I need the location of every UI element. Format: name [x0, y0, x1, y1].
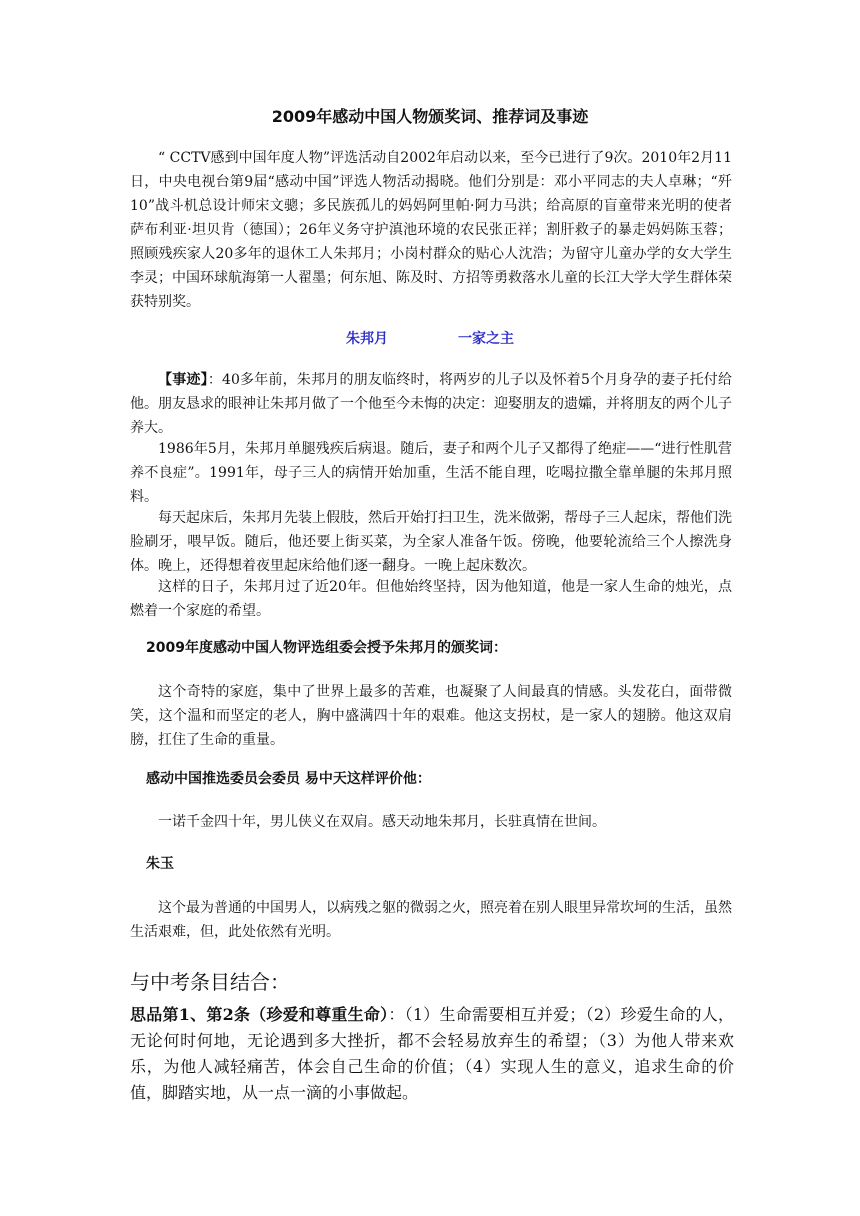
- deeds-text-1: ：40多年前，朱邦月的朋友临终时，将两岁的儿子以及怀着5个月身孕的妻子托付给他。朋友恳求的眼神让朱邦月做了一个他至今未悔的决定：迎娶朋友的遗孀，并将朋友的两个儿子养大。: [130, 372, 732, 436]
- person-title: 一家之主: [458, 331, 514, 347]
- exam-heading: 与中考条目结合：: [130, 970, 290, 994]
- deeds-paragraph-4: 这样的日子，朱邦月过了近20年。但他始终坚持，因为他知道，他是一家人生命的烛光，点燃着一个家庭的希望。: [130, 579, 732, 619]
- exam-paragraph: [130, 1002, 734, 1106]
- deeds-paragraph-3: 每天起床后，朱邦月先装上假肢，然后开始打扫卫生，洗米做粥，帮母子三人起床，帮他们洗脸刷牙，喂早饭。随后，他还要上街买菜，为全家人准备午饭。傍晚，他要轮流给三个人擦洗身体。晚上，还得想着夜里起床给他们逐一翻身。一晚上起床数次。: [130, 510, 732, 574]
- deeds-paragraph-1: [130, 368, 732, 440]
- second-text: 这个最为普通的中国男人，以病残之躯的微弱之火，照亮着在别人眼里异常坎坷的生活，虽然生活艰难，但，此处依然有光明。: [130, 900, 732, 940]
- exam-label: 思品第1、第2条（珍爱和尊重生命）: [130, 1005, 389, 1024]
- award-heading: 2009年度感动中国人物评选组委会授予朱邦月的颁奖词：: [146, 640, 507, 656]
- recommender-text: 一诺千金四十年，男儿侠义在双肩。感天动地朱邦月，长驻真情在世间。: [158, 814, 606, 830]
- award-text: 这个奇特的家庭，集中了世界上最多的苦难，也凝聚了人间最真的情感。头发花白，面带微笑，这个温和而坚定的老人，胸中盛满四十年的艰难。他这支拐杖，是一家人的翅膀。他这双肩膀，扛住了生命的重量。: [130, 684, 732, 748]
- exam-text: ：（1）生命需要相互并爱；（2）珍爱生命的人，无论何时何地，无论遇到多大挫折，都不会轻易放弃生的希望；（3）为他人带来欢乐，为他人减轻痛苦，体会自己生命的价值；（4）实现人生的意义，追求生命的价值，脚踏实地，从一点一滴的小事做起。: [130, 1005, 734, 1102]
- intro-paragraph: “ CCTV感到中国年度人物”评选活动自2002年启动以来，至今已进行了9次。2010年2月11日，中央电视台第9届“感动中国”评选人物活动揭晓。他们分别是：邓小平同志的夫人卓琳；“歼10”战斗机总设计师宋文骢；多民族孤儿的妈妈阿里帕·阿力马洪；给高原的盲童带来光明的使者萨布利亚·坦贝肯（德国）；26年义务守护滇池环境的农民张正祥；割肝救子的暴走妈妈陈玉蓉；照顾残疾家人20多年的退休工人朱邦月；小岗村群众的贴心人沈浩；为留守儿童办学的女大学生李灵；中国环球航海第一人翟墨；何东旭、陈及时、方招等勇救落水儿童的长江大学大学生群体荣获特别奖。: [130, 150, 732, 310]
- deeds-paragraph-2: 1986年5月，朱邦月单腿残疾后病退。随后，妻子和两个儿子又都得了绝症——“进行性肌营养不良症”。1991年，母子三人的病情开始加重，生活不能自理，吃喝拉撒全靠单腿的朱邦月照料。: [130, 441, 732, 505]
- deeds-label: 【事迹】: [158, 372, 208, 388]
- second-name: 朱玉: [146, 856, 174, 872]
- person-name: 朱邦月: [346, 331, 388, 347]
- document-title: 2009年感动中国人物颁奖词、推荐词及事迹: [271, 107, 589, 126]
- recommender-heading: 感动中国推选委员会委员 易中天这样评价他：: [146, 771, 431, 787]
- person-subtitle: [0, 328, 860, 348]
